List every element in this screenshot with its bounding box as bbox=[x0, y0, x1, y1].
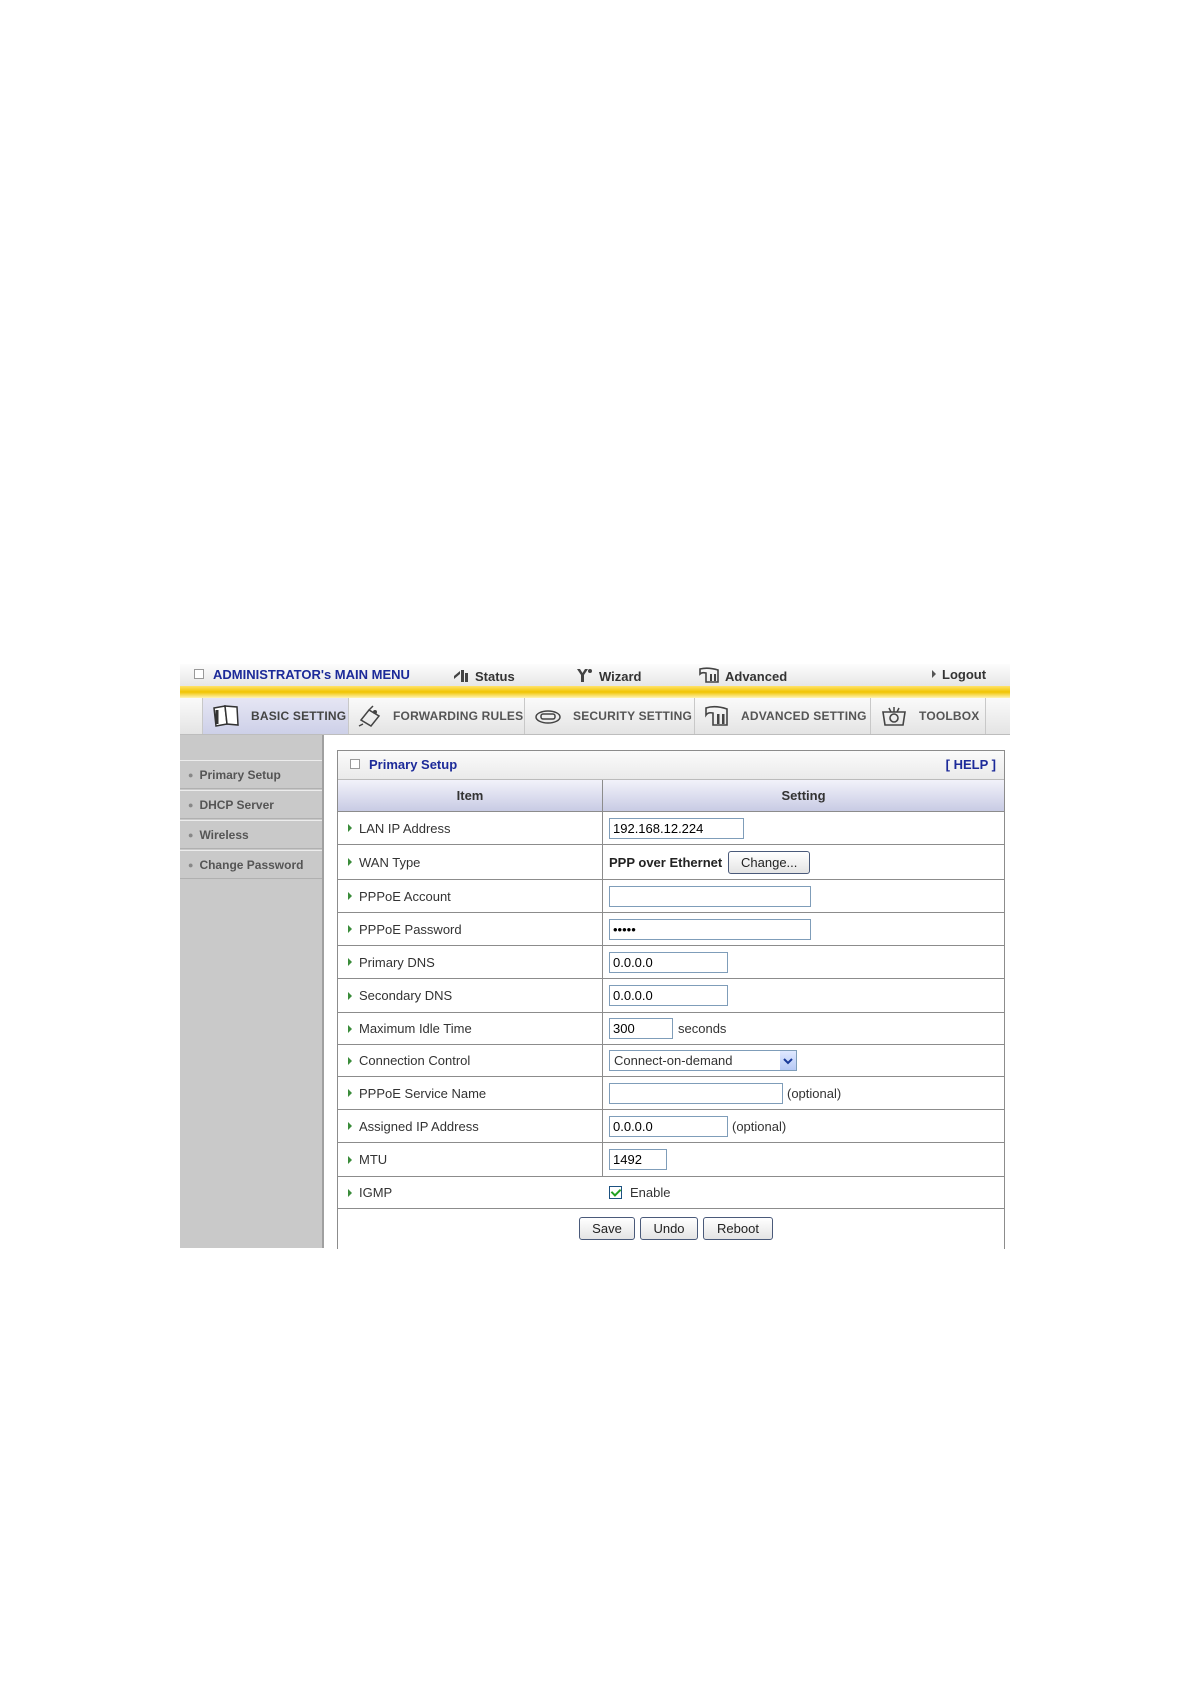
igmp-enable-checkbox[interactable] bbox=[609, 1186, 622, 1199]
secondary-dns-input[interactable] bbox=[609, 985, 728, 1006]
label-mtu: MTU bbox=[348, 1143, 387, 1176]
sidebar bbox=[180, 735, 324, 1248]
row-arrow-icon bbox=[348, 858, 352, 866]
row-arrow-icon bbox=[348, 925, 352, 933]
row-max-idle-time bbox=[338, 1013, 1004, 1045]
tab-bar bbox=[180, 698, 1010, 735]
connection-control-select[interactable]: Connect-on-demand bbox=[609, 1050, 797, 1071]
mtu-input[interactable] bbox=[609, 1149, 667, 1170]
sidebar-item-primary-setup[interactable]: ● Primary Setup bbox=[180, 760, 322, 789]
row-arrow-icon bbox=[348, 958, 352, 966]
pppoe-service-name-input[interactable] bbox=[609, 1083, 783, 1104]
row-secondary-dns bbox=[338, 979, 1004, 1013]
logout-arrow-icon bbox=[932, 670, 936, 678]
label-pppoe-password: PPPoE Password bbox=[348, 913, 462, 945]
label-secondary-dns: Secondary DNS bbox=[348, 979, 452, 1012]
row-arrow-icon bbox=[348, 1156, 352, 1164]
column-divider bbox=[602, 780, 603, 1177]
igmp-enable-label: Enable bbox=[630, 1185, 671, 1200]
yellow-divider bbox=[180, 686, 1010, 698]
row-mtu bbox=[338, 1143, 1004, 1177]
logout-link[interactable]: Logout bbox=[932, 667, 986, 682]
tab-advanced-setting[interactable]: ADVANCED SETTING bbox=[695, 698, 871, 734]
row-arrow-icon bbox=[348, 992, 352, 1000]
lan-ip-input[interactable] bbox=[609, 818, 744, 839]
row-arrow-icon bbox=[348, 824, 352, 832]
label-primary-dns: Primary DNS bbox=[348, 946, 435, 978]
row-primary-dns bbox=[338, 946, 1004, 979]
label-wan-type: WAN Type bbox=[348, 845, 420, 879]
max-idle-unit: seconds bbox=[678, 1021, 727, 1036]
row-arrow-icon bbox=[348, 1122, 352, 1130]
service-name-optional: (optional) bbox=[787, 1085, 842, 1101]
pppoe-password-input[interactable] bbox=[609, 919, 811, 940]
wan-type-value: PPP over Ethernet bbox=[609, 854, 723, 870]
label-lan-ip: LAN IP Address bbox=[348, 812, 451, 844]
column-header-setting: Setting bbox=[603, 780, 1004, 812]
menu-square-icon bbox=[194, 669, 204, 679]
column-header-item: Item bbox=[338, 780, 602, 812]
sidebar-item-change-password[interactable]: ● Change Password bbox=[180, 850, 322, 879]
max-idle-time-input[interactable] bbox=[609, 1018, 673, 1039]
save-button[interactable]: Save bbox=[579, 1217, 635, 1240]
advanced-icon bbox=[698, 667, 722, 683]
label-assigned-ip: Assigned IP Address bbox=[348, 1110, 479, 1142]
toolbox-icon bbox=[879, 704, 911, 728]
row-igmp bbox=[338, 1177, 1004, 1209]
row-assigned-ip bbox=[338, 1110, 1004, 1143]
basic-setting-icon bbox=[211, 704, 243, 728]
assigned-ip-optional: (optional) bbox=[732, 1118, 787, 1134]
row-lan-ip bbox=[338, 812, 1004, 845]
router-admin-ui bbox=[180, 664, 1010, 1248]
pppoe-account-input[interactable] bbox=[609, 886, 811, 907]
tab-toolbox[interactable]: TOOLBOX bbox=[871, 698, 986, 734]
help-link[interactable]: [ HELP ] bbox=[945, 757, 996, 772]
row-arrow-icon bbox=[348, 1189, 352, 1197]
panel-title-bar bbox=[338, 751, 1004, 780]
forwarding-rules-icon bbox=[357, 704, 385, 728]
row-wan-type bbox=[338, 845, 1004, 880]
panel-title: Primary Setup bbox=[350, 757, 457, 772]
top-menu-bar bbox=[180, 664, 1010, 687]
row-pppoe-account bbox=[338, 880, 1004, 913]
advanced-setting-icon bbox=[703, 704, 733, 728]
row-arrow-icon bbox=[348, 892, 352, 900]
row-arrow-icon bbox=[348, 1057, 352, 1065]
label-max-idle-time: Maximum Idle Time bbox=[348, 1013, 472, 1044]
tab-forwarding-rules[interactable]: FORWARDING RULES bbox=[349, 698, 525, 734]
reboot-button[interactable]: Reboot bbox=[703, 1217, 773, 1240]
wizard-icon bbox=[574, 667, 594, 683]
security-setting-icon bbox=[533, 704, 565, 728]
row-arrow-icon bbox=[348, 1089, 352, 1097]
status-link[interactable]: Status bbox=[452, 667, 515, 684]
assigned-ip-input[interactable] bbox=[609, 1116, 728, 1137]
wizard-link[interactable]: Wizard bbox=[574, 667, 642, 684]
row-arrow-icon bbox=[348, 1025, 352, 1033]
tab-basic-setting[interactable]: BASIC SETTING bbox=[202, 698, 349, 734]
status-icon bbox=[452, 667, 470, 683]
row-pppoe-password bbox=[338, 913, 1004, 946]
sidebar-item-dhcp-server[interactable]: ● DHCP Server bbox=[180, 790, 322, 819]
label-igmp: IGMP bbox=[348, 1177, 392, 1208]
label-pppoe-account: PPPoE Account bbox=[348, 880, 451, 912]
action-buttons bbox=[338, 1209, 1004, 1238]
tab-security-setting[interactable]: SECURITY SETTING bbox=[525, 698, 695, 734]
admin-main-menu[interactable]: ADMINISTRATOR's MAIN MENU bbox=[194, 667, 410, 682]
bullet-icon: ● bbox=[188, 769, 194, 780]
row-pppoe-service-name bbox=[338, 1077, 1004, 1110]
bullet-icon: ● bbox=[188, 859, 194, 870]
change-wan-type-button[interactable]: Change... bbox=[728, 851, 810, 874]
bullet-icon: ● bbox=[188, 829, 194, 840]
row-connection-control bbox=[338, 1045, 1004, 1077]
advanced-link[interactable]: Advanced bbox=[698, 667, 787, 684]
label-connection-control: Connection Control bbox=[348, 1045, 470, 1076]
chevron-down-icon bbox=[780, 1051, 796, 1070]
undo-button[interactable]: Undo bbox=[640, 1217, 698, 1240]
sidebar-item-wireless[interactable]: ● Wireless bbox=[180, 820, 322, 849]
primary-dns-input[interactable] bbox=[609, 952, 728, 973]
label-pppoe-service-name: PPPoE Service Name bbox=[348, 1077, 486, 1109]
panel-square-icon bbox=[350, 759, 360, 769]
bullet-icon: ● bbox=[188, 799, 194, 810]
primary-setup-panel bbox=[337, 750, 1005, 1249]
